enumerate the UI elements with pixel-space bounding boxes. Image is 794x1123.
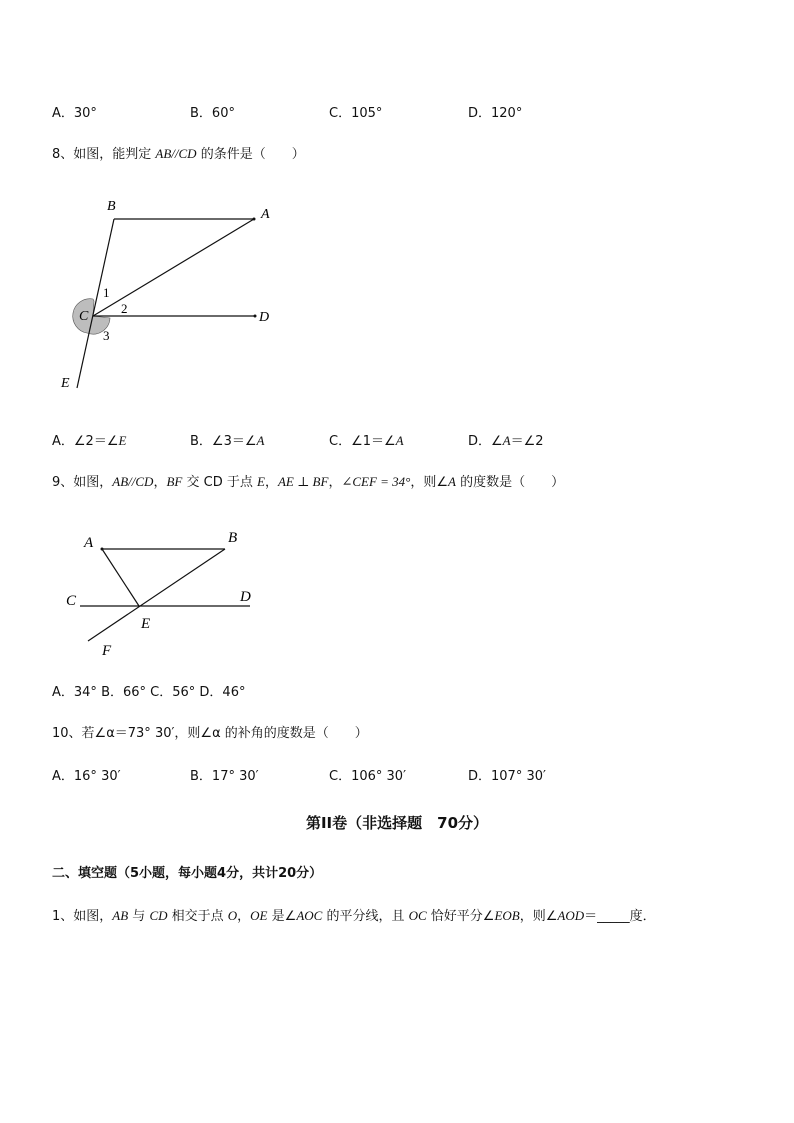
q8-option-c bbox=[329, 430, 404, 449]
q9-line-BF bbox=[88, 549, 225, 641]
section-2-title: 第II卷（非选择题 70分） bbox=[305, 814, 489, 832]
q8-suffix: 的条件是（ ） bbox=[196, 147, 305, 162]
q7-option-b: B．60° bbox=[190, 106, 235, 121]
fill-q1-m4: OE bbox=[250, 908, 268, 923]
q8-point-D bbox=[254, 315, 257, 318]
q8-figure bbox=[55, 195, 285, 395]
fill-q1-p3: 相交于点 bbox=[167, 909, 228, 924]
q8-option-c-text: C．∠1＝∠ bbox=[329, 434, 396, 449]
q8-option-d-post: ＝∠2 bbox=[510, 434, 544, 449]
q9-label-E: E bbox=[141, 616, 151, 632]
fill-q1-m3: O bbox=[227, 908, 238, 923]
q7-option-a: A．30° bbox=[52, 106, 97, 121]
q8-label-A: A bbox=[261, 207, 270, 222]
q8-label-C: C bbox=[79, 309, 89, 324]
fill-q1-p7: 恰好平分∠ bbox=[426, 909, 495, 924]
q10-option-c: C．106° 30′ bbox=[329, 769, 407, 784]
q8-option-c-var: A bbox=[395, 433, 404, 448]
q8-question bbox=[52, 143, 305, 162]
fill-q1-p4: ， bbox=[237, 909, 251, 924]
q9-math-5: ∠CEF = 34° bbox=[341, 474, 411, 489]
q8-label-D: D bbox=[259, 310, 270, 325]
q9-label-B: B bbox=[228, 530, 238, 546]
q10-option-a: A．16° 30′ bbox=[52, 769, 121, 784]
fill-heading: 二、填空题（5小题，每小题4分，共计20分） bbox=[52, 866, 323, 881]
q9-point-A bbox=[101, 548, 104, 551]
q9-text-5: ，则∠ bbox=[410, 475, 449, 490]
q9-prefix: 9、如图， bbox=[52, 475, 113, 490]
q8-label-E: E bbox=[61, 376, 70, 391]
q7-option-d: D．120° bbox=[468, 106, 523, 121]
q9-text-1: ， bbox=[153, 475, 167, 490]
q8-option-b-text: B．∠3＝∠ bbox=[190, 434, 257, 449]
fill-q1-p1: 1、如图， bbox=[52, 909, 113, 924]
q8-option-d bbox=[468, 430, 544, 449]
q8-option-a-var: E bbox=[118, 433, 127, 448]
fill-q1-m6: OC bbox=[408, 908, 427, 923]
q8-label-1: 1 bbox=[103, 285, 110, 300]
q9-label-C: C bbox=[66, 593, 77, 609]
fill-q1-m7: EOB bbox=[494, 908, 520, 923]
q9-text-6: 的度数是（ ） bbox=[456, 475, 565, 490]
q8-math: AB//CD bbox=[155, 146, 197, 161]
q8-option-b bbox=[190, 430, 264, 449]
fill-q1 bbox=[52, 905, 656, 924]
q9-label-A: A bbox=[84, 535, 94, 551]
q9-math-6: A bbox=[448, 474, 456, 489]
q8-option-d-text: D．∠ bbox=[468, 434, 503, 449]
q9-options: A．34° B．66° C．56° D．46° bbox=[52, 685, 246, 700]
fill-q1-m8: AOD bbox=[557, 908, 585, 923]
fill-q1-p6: 的平分线，且 bbox=[322, 909, 409, 924]
q10-option-b: B．17° 30′ bbox=[190, 769, 259, 784]
q8-option-a-text: A．∠2＝∠ bbox=[52, 434, 119, 449]
q9-math-2: BF bbox=[166, 474, 183, 489]
q9-label-D: D bbox=[240, 589, 251, 605]
fill-q1-p9: ＝_____度． bbox=[584, 909, 656, 924]
q9-label-F: F bbox=[102, 643, 112, 659]
q8-option-b-var: A bbox=[256, 433, 265, 448]
fill-q1-m1: AB bbox=[112, 908, 129, 923]
q9-question bbox=[52, 471, 564, 490]
q9-math-1: AB//CD bbox=[112, 474, 154, 489]
fill-q1-p8: ，则∠ bbox=[519, 909, 558, 924]
q9-text-3: ， bbox=[264, 475, 278, 490]
fill-q1-p2: 与 bbox=[128, 909, 150, 924]
q10-question: 10、若∠α＝73° 30′，则∠α 的补角的度数是（ ） bbox=[52, 726, 368, 741]
q9-figure bbox=[60, 525, 270, 660]
q9-text-2: 交 CD 于点 bbox=[182, 475, 257, 490]
q9-text-4: ， bbox=[328, 475, 342, 490]
q9-line-AE bbox=[102, 549, 139, 606]
fill-q1-m5: AOC bbox=[296, 908, 323, 923]
q9-math-4: AE ⊥ BF bbox=[277, 474, 329, 489]
q8-line-CA bbox=[93, 219, 254, 316]
q8-option-d-var: A bbox=[502, 433, 511, 448]
q8-prefix: 8、如图，能判定 bbox=[52, 147, 156, 162]
q10-option-d: D．107° 30′ bbox=[468, 769, 546, 784]
q8-point-A bbox=[253, 218, 256, 221]
fill-q1-m2: CD bbox=[149, 908, 168, 923]
q7-option-c: C．105° bbox=[329, 106, 383, 121]
q9-math-3: E bbox=[256, 474, 265, 489]
q8-label-3: 3 bbox=[103, 328, 110, 343]
q8-label-2: 2 bbox=[121, 301, 128, 316]
q8-option-a bbox=[52, 430, 126, 449]
q8-label-B: B bbox=[107, 199, 116, 214]
fill-q1-p5: 是∠ bbox=[267, 909, 297, 924]
